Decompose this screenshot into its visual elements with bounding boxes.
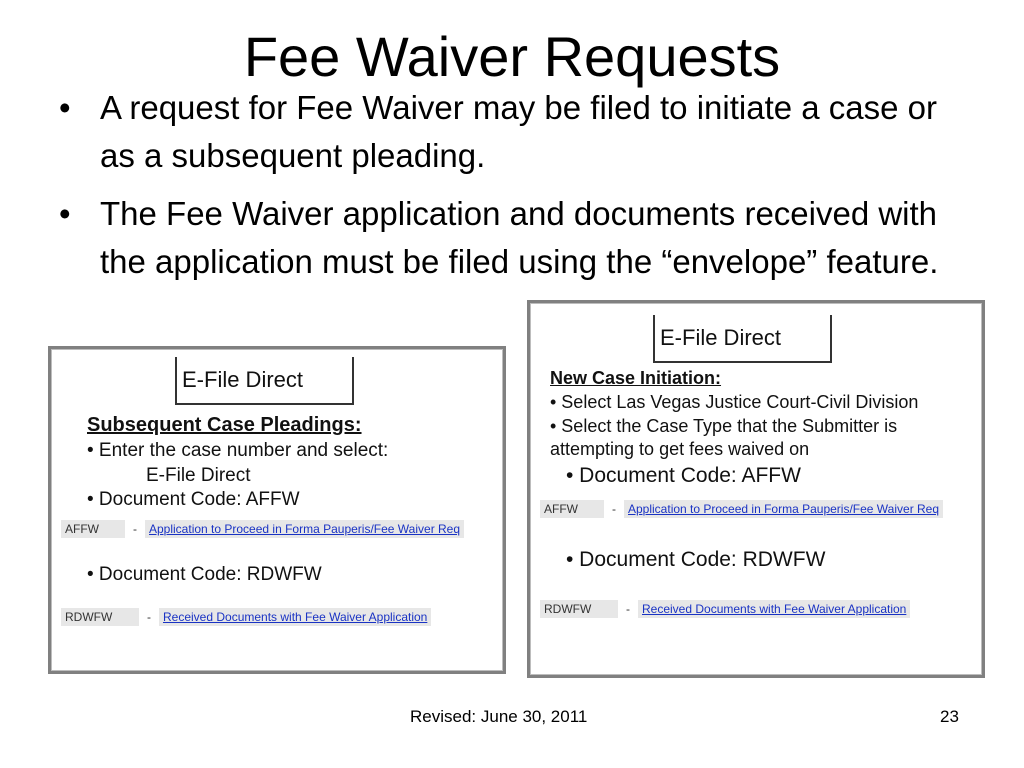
doc-row-rdwfw [540, 600, 910, 618]
separator: - [133, 522, 137, 536]
page-number: 23 [940, 707, 959, 726]
doc-code-cell: AFFW [540, 500, 604, 518]
bullet-dot: • [59, 89, 71, 126]
affw-link[interactable]: Application to Proceed in Forma Pauperis/Fee Waiver Req [145, 520, 464, 538]
doc-code-rdwfw-text: • Document Code: RDWFW [566, 548, 826, 571]
efile-direct-label: E-File Direct [175, 357, 354, 405]
bullet-text: The Fee Waiver application and documents received with the application must be filed using the “envelope” feature. [100, 195, 939, 280]
efile-direct-label: E-File Direct [653, 315, 832, 363]
select-court-text: • Select Las Vegas Justice Court-Civil Division [550, 392, 919, 412]
new-case-heading: New Case Initiation: [550, 368, 722, 388]
rdwfw-link[interactable]: Received Documents with Fee Waiver Application [638, 600, 910, 618]
slide-title: Fee Waiver Requests [243, 25, 781, 88]
separator: - [147, 610, 151, 624]
bullet-item [55, 84, 975, 180]
doc-code-cell: RDWFW [540, 600, 618, 618]
doc-code-rdwfw-text: • Document Code: RDWFW [87, 564, 322, 585]
doc-code-affw-text: • Document Code: AFFW [87, 489, 300, 510]
affw-link[interactable]: Application to Proceed in Forma Pauperis/Fee Waiver Req [624, 500, 943, 518]
doc-code-cell: AFFW [61, 520, 125, 538]
separator: - [626, 602, 630, 616]
bullet-text: A request for Fee Waiver may be filed to initiate a case or as a subsequent pleading. [100, 89, 938, 174]
bullet-dot: • [59, 195, 71, 232]
efile-direct-text: E-File Direct [146, 465, 251, 486]
doc-row-affw [61, 520, 464, 538]
enter-case-number-text: • Enter the case number and select: [87, 440, 389, 461]
separator: - [612, 502, 616, 516]
revised-date: Revised: June 30, 2011 [410, 707, 588, 726]
fees-waived-text: attempting to get fees waived on [550, 439, 810, 459]
subsequent-heading: Subsequent Case Pleadings: [87, 414, 362, 436]
doc-code-cell: RDWFW [61, 608, 139, 626]
doc-code-affw-text: • Document Code: AFFW [566, 464, 801, 487]
bullet-list [55, 84, 975, 296]
new-case-initiation-screenshot [527, 300, 985, 678]
select-case-type-text: • Select the Case Type that the Submitter is [550, 416, 898, 436]
subsequent-pleadings-screenshot [48, 346, 506, 674]
doc-row-rdwfw [61, 608, 431, 626]
rdwfw-link[interactable]: Received Documents with Fee Waiver Application [159, 608, 431, 626]
doc-row-affw [540, 500, 943, 518]
bullet-item [55, 190, 975, 286]
